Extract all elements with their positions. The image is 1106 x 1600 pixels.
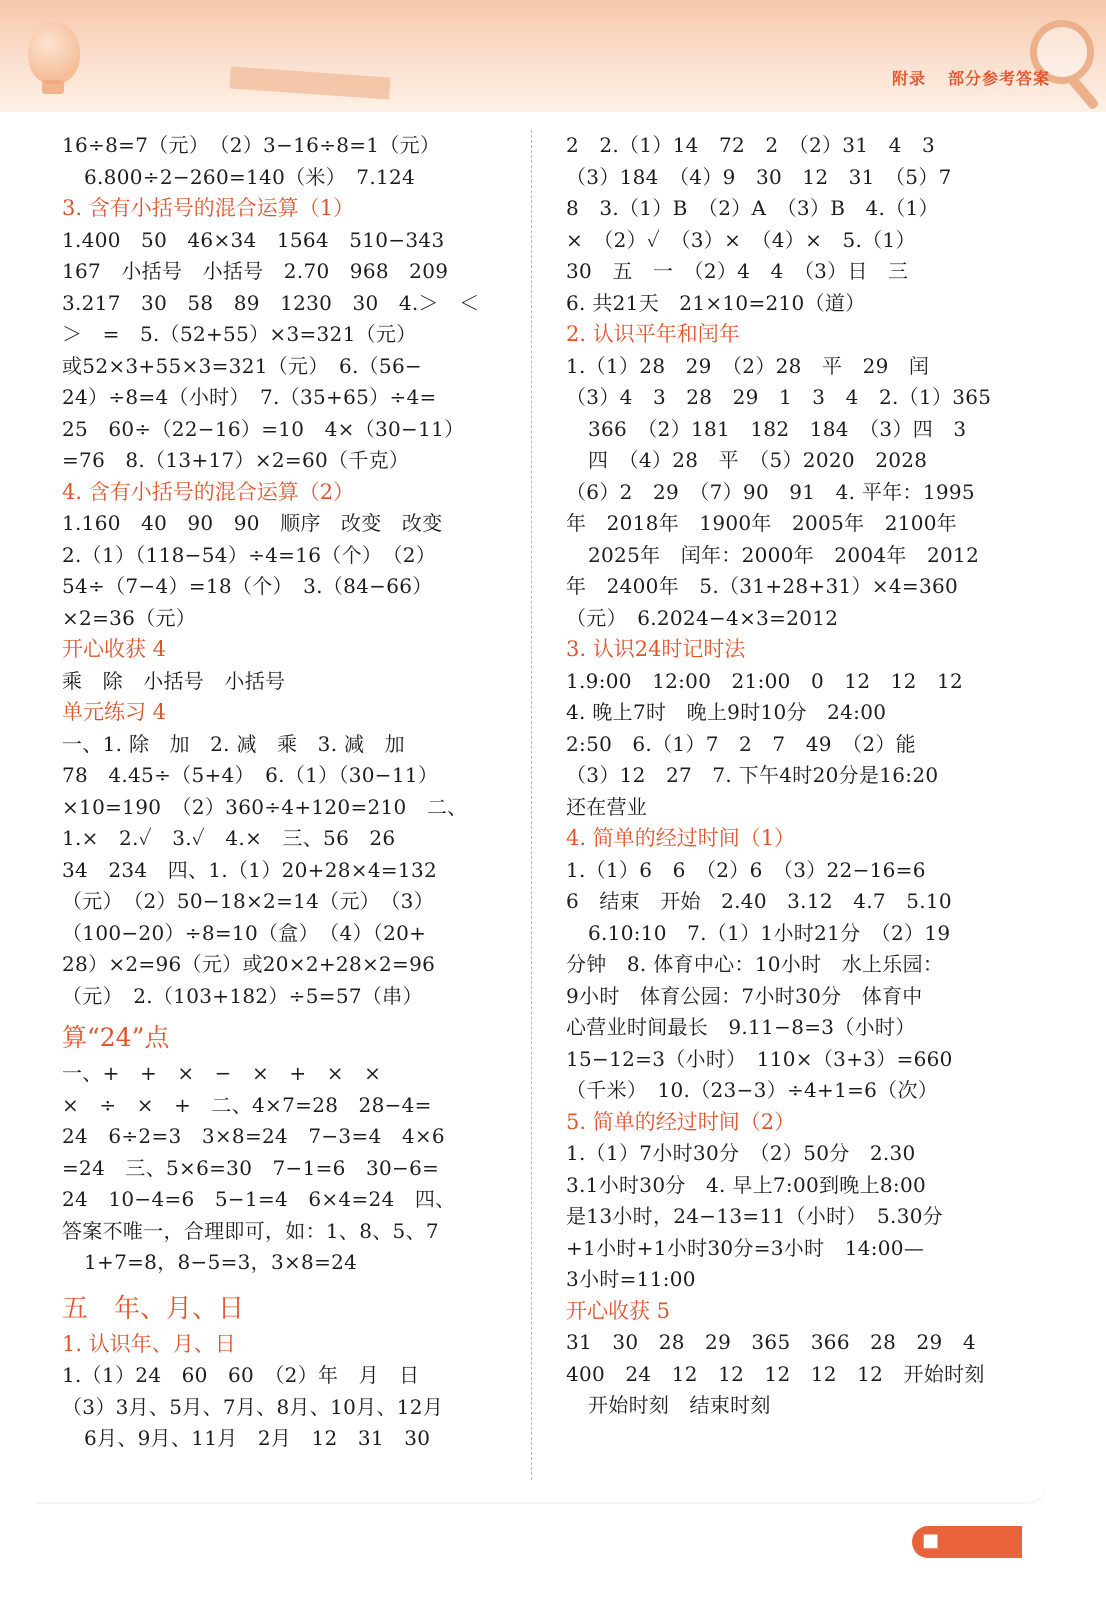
answer-line: （100−20）÷8=10（盒） （4）（20+: [62, 920, 427, 945]
answer-line: 一、+ + × − × + × ×: [62, 1061, 382, 1085]
answer-line: ×2=36（元）: [62, 605, 197, 630]
section-heading: 3. 认识24时记时法: [566, 637, 746, 661]
lightbulb-base-icon: [42, 80, 64, 94]
answer-line: =24 三、5×6=30 7−1=6 30−6=: [62, 1155, 440, 1180]
answer-line: 3.1小时30分 4. 早上7:00到晚上8:00: [566, 1172, 927, 1197]
answer-line: 6月、9月、11月 2月 12 31 30: [84, 1426, 431, 1450]
section-heading: 1. 认识年、月、日: [62, 1331, 236, 1356]
answer-line: 9小时 体育公园：7小时30分 体育中: [566, 983, 923, 1008]
answer-line: 8 3.（1）B （2）A （3）B 4.（1）: [566, 196, 939, 220]
answer-line: 366 （2）181 182 184 （3）四 3: [588, 416, 967, 441]
page-number-icon: ■: [922, 1530, 940, 1551]
answer-line: ＞ = 5.（52+55）×3=321（元）: [62, 322, 417, 346]
answer-line: 6.10:10 7.（1）1小时21分 （2）19: [588, 920, 951, 945]
answer-line: 25 60÷（22−16）=10 4×（30−11）: [62, 416, 465, 441]
answer-line: 24 6÷2=3 3×8=24 7−3=4 4×6: [62, 1124, 445, 1148]
left-column: [62, 130, 502, 1455]
answer-line: 2 2.（1）14 72 2 （2）31 4 3: [566, 133, 935, 157]
answer-line: 6. 共21天 21×10=210（道）: [566, 290, 866, 315]
header-band: [0, 0, 1106, 112]
answer-line: 167 小括号 小括号 2.70 968 209: [62, 259, 449, 283]
answer-line: （3）184 （4）9 30 12 31 （5）7: [566, 164, 952, 189]
answer-line: 1.（1）24 60 60 （2）年 月 日: [62, 1363, 420, 1387]
answer-line: （3）12 27 7. 下午4时20分是16:20: [566, 763, 939, 787]
answer-line: 答案不唯一，合理即可，如：1、8、5、7: [62, 1218, 439, 1243]
header-title: 部分参考答案: [947, 69, 1050, 88]
answer-line: （千米） 10.（23−3）÷4+1=6（次）: [566, 1078, 939, 1102]
answer-line: 开始时刻 结束时刻: [588, 1393, 771, 1417]
section-heading: 算“24”点: [62, 1023, 170, 1052]
answer-line: 1.× 2.✓ 3.✓ 4.× 三、56 26: [62, 826, 396, 850]
answer-line: 1.400 50 46×34 1564 510−343: [62, 227, 445, 252]
answer-line: 3小时=11:00: [566, 1267, 696, 1291]
section-heading: 3. 含有小括号的混合运算（1）: [62, 196, 355, 220]
answer-line: 1.160 40 90 90 顺序 改变 改变: [62, 511, 443, 535]
answer-line: （元） 2.（103+182）÷5=57（串）: [62, 983, 423, 1008]
page-header: [892, 66, 1050, 89]
answer-line: × （2）✓ （3）× （4）× 5.（1）: [566, 227, 916, 252]
answer-line: 24）÷8=4（小时） 7.（35+65）÷4=: [62, 385, 437, 409]
answer-line: 1+7=8，8−5=3，3×8=24: [84, 1250, 358, 1274]
answer-line: 或52×3+55×3=321（元） 6.（56−: [62, 353, 423, 378]
answer-line: （3）3月、5月、7月、8月、10月、12月: [62, 1394, 444, 1419]
section-heading: 2. 认识平年和闰年: [566, 322, 740, 346]
answer-line: 1.（1）7小时30分 （2）50分 2.30: [566, 1141, 916, 1165]
answer-line: 年 2400年 5.（31+28+31）×4=360: [566, 574, 959, 598]
answer-line: 78 4.45÷（5+4） 6.（1）（30−11）: [62, 763, 439, 787]
answer-line: 是13小时，24−13=11（小时） 5.30分: [566, 1204, 944, 1228]
column-divider: [531, 130, 532, 1480]
lightbulb-icon: [28, 22, 80, 84]
answer-line: 30 五 一 （2）4 4 （3）日 三: [566, 259, 909, 283]
answer-line: 年 2018年 1900年 2005年 2100年: [566, 511, 958, 535]
answer-line: ×10=190 （2）360÷4+120=210 二、: [62, 794, 468, 819]
answer-line: 3.217 30 58 89 1230 30 4.＞ ＜: [62, 290, 480, 315]
answer-line: 2025年 闰年：2000年 2004年 2012: [588, 542, 980, 567]
answer-line: 一、1. 除 加 2. 减 乘 3. 减 加: [62, 731, 405, 756]
answer-line: 2:50 6.（1）7 2 7 49 （2）能: [566, 731, 916, 756]
answer-line: 16÷8=7（元） （2）3−16÷8=1（元）: [62, 133, 441, 157]
answer-line: 54÷（7−4）=18（个） 3.（84−66）: [62, 574, 433, 598]
answer-line: 31 30 28 29 365 366 28 29 4: [566, 1330, 976, 1354]
answer-line: =76 8.（13+17）×2=60（千克）: [62, 448, 410, 472]
section-heading: 4. 含有小括号的混合运算（2）: [62, 479, 355, 504]
section-heading: 开心收获 5: [566, 1298, 671, 1323]
answer-line: 6.800÷2−260=140（米） 7.124: [84, 164, 416, 189]
right-column: [566, 130, 1006, 1422]
section-heading: 4. 简单的经过时间（1）: [566, 826, 796, 850]
answer-line: （3）4 3 28 29 1 3 4 2.（1）365: [566, 385, 992, 409]
answer-line: 15−12=3（小时） 110×（3+3）=660: [566, 1046, 953, 1071]
answer-line: +1小时+1小时30分=3小时 14:00—: [566, 1235, 925, 1260]
answer-line: 四 （4）28 平 （5）2020 2028: [588, 448, 928, 472]
answer-line: 1.（1）6 6 （2）6 （3）22−16=6: [566, 857, 926, 882]
answer-line: × ÷ × + 二、4×7=28 28−4=: [62, 1092, 432, 1117]
answer-line: （6）2 29 （7）90 91 4. 平年：1995: [566, 479, 975, 504]
section-heading: 5. 简单的经过时间（2）: [566, 1109, 796, 1134]
header-appendix: 附录: [891, 69, 926, 88]
section-heading: 单元练习 4: [62, 700, 167, 724]
answer-line: 24 10−4=6 5−1=4 6×4=24 四、: [62, 1187, 456, 1211]
answer-line: 1.（1）28 29 （2）28 平 29 闰: [566, 353, 930, 378]
answer-line: 400 24 12 12 12 12 12 开始时刻: [566, 1361, 985, 1386]
answer-line: （元） 6.2024−4×3=2012: [566, 605, 839, 630]
answer-line: 28）×2=96（元）或20×2+28×2=96: [62, 952, 436, 976]
answer-line: （元） （2）50−18×2=14（元） （3）: [62, 889, 434, 913]
answer-line: 6 结束 开始 2.40 3.12 4.7 5.10: [566, 889, 952, 913]
answer-line: 34 234 四、1.（1）20+28×4=132: [62, 857, 437, 882]
answer-line: 1.9:00 12:00 21:00 0 12 12 12: [566, 668, 964, 693]
answer-line: 分钟 8. 体育中心：10小时 水上乐园：: [566, 952, 944, 976]
answer-line: 还在营业: [566, 794, 648, 819]
answer-line: 心营业时间最长 9.11−8=3（小时）: [566, 1015, 916, 1039]
answer-line: 乘 除 小括号 小括号: [62, 668, 286, 693]
chapter-heading: 五 年、月、日: [62, 1293, 245, 1324]
section-heading: 开心收获 4: [62, 637, 167, 661]
answer-line: 2.（1）（118−54）÷4=16（个） （2）: [62, 542, 437, 567]
answer-line: 4. 晚上7时 晚上9时10分 24:00: [566, 700, 887, 724]
